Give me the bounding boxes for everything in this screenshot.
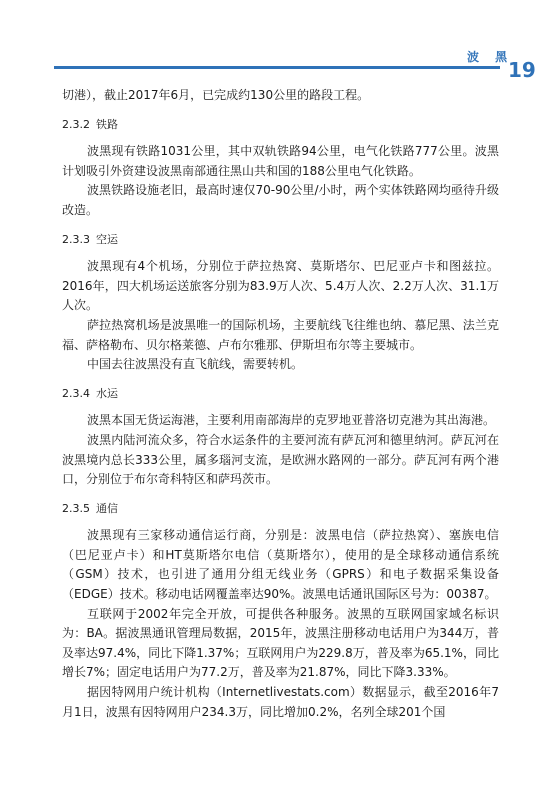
page-number: 19 [508, 58, 536, 82]
section-heading [62, 230, 499, 250]
paragraph: 据因特网用户统计机构（Internetlivestats.com）数据显示，截至2016年7月1日，波黑有因特网用户234.3万，同比增加0.2%，名列全球201个国 [62, 685, 499, 719]
section-title: 水运 [96, 386, 118, 400]
section-number: 2.3.4 [62, 386, 90, 400]
section-heading [62, 384, 499, 404]
header-rule [54, 66, 500, 69]
paragraph: 波黑现有三家移动通信运行商，分别是：波黑电信（萨拉热窝）、塞族电信（巴尼亚卢卡）和HT莫斯塔尔电信（莫斯塔尔），使用的是全球移动通信系统（GSM）技术，也引进了通用分组无线业务（GPRS）和电子数据采集设备（EDGE）技术。移动电话网覆盖率达90%。波黑电话通讯国际区号为：00387。 [62, 528, 499, 602]
paragraph: 波黑本国无货运海港，主要利用南部海岸的克罗地亚普洛切克港为其出海港。 [87, 413, 496, 428]
running-header-title: 波 黑 [467, 50, 514, 64]
paragraph: 萨拉热窝机场是波黑唯一的国际机场，主要航线飞往维也纳、慕尼黑、法兰克福、萨格勒布、贝尔格莱德、卢布尔雅那、伊斯坦布尔等主要城市。 [62, 317, 499, 352]
paragraph: 波黑铁路设施老旧，最高时速仅70-90公里/小时，两个实体铁路网均亟待升级改造。 [62, 183, 499, 217]
page-body [62, 86, 499, 722]
section-heading [62, 115, 499, 135]
continuation-paragraph: 切港），截止2017年6月，已完成约130公里的路段工程。 [62, 88, 370, 102]
paragraph: 波黑现有铁路1031公里，其中双轨铁路94公里，电气化铁路777公里。波黑计划吸引外资建设波黑南部通往黑山共和国的188公里电气化铁路。 [62, 144, 499, 178]
section-title: 空运 [96, 232, 118, 246]
paragraph: 波黑现有4个机场，分别位于萨拉热窝、莫斯塔尔、巴尼亚卢卡和图兹拉。2016年，四大机场运送旅客分别为83.9万人次、5.4万人次、2.2万人次、31.1万人次。 [62, 259, 499, 313]
section-number: 2.3.3 [62, 232, 90, 246]
section-heading [62, 499, 499, 519]
section-title: 通信 [96, 501, 118, 515]
section-number: 2.3.5 [62, 501, 90, 515]
paragraph: 中国去往波黑没有直飞航线，需要转机。 [87, 357, 304, 372]
paragraph: 互联网于2002年完全开放，可提供各种服务。波黑的互联网国家域名标识为：BA。据波黑通讯管理局数据，2015年，波黑注册移动电话用户为344万，普及率达97.4%，同比下降1.37%；互联网用户为229.8万，普及率为65.1%，同比增长7%；固定电话用户为77.2万，普及率为21.87%，同比下降3.33%。 [62, 606, 499, 680]
section-number: 2.3.2 [62, 117, 90, 131]
paragraph: 波黑内陆河流众多，符合水运条件的主要河流有萨瓦河和德里纳河。萨瓦河在波黑境内总长333公里，属多瑙河支流，是欧洲水路网的一部分。萨瓦河有两个港口，分别位于布尔奇科特区和萨玛茨市。 [62, 432, 499, 487]
section-title: 铁路 [96, 117, 118, 131]
